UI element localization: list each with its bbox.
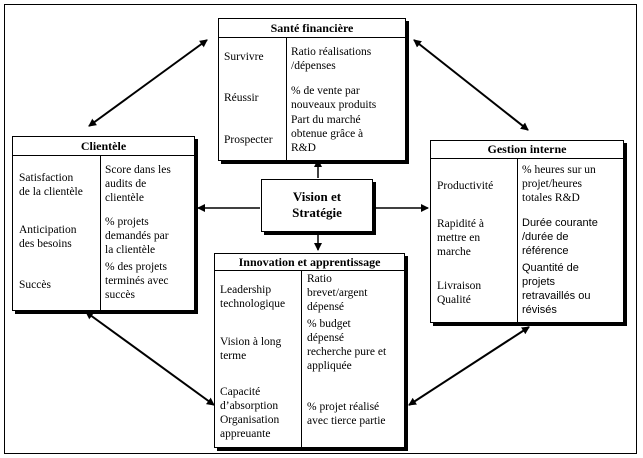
innovation-right-9: avec tierce partie <box>307 415 386 427</box>
innovation-box <box>214 253 405 448</box>
innovation-right-2: brevet/argent <box>307 287 368 299</box>
gestion-right-4: Durée courante <box>522 217 598 229</box>
innovation-right-1: Ratio <box>307 273 332 285</box>
innovation-right-7: appliquée <box>307 360 352 372</box>
innovation-left-4: terme <box>220 350 247 362</box>
gestion-right-9: retravaillés ou <box>522 290 591 302</box>
gestion-right-2: projet/heures <box>522 178 583 190</box>
gestion-right-5: /durée de <box>522 231 569 243</box>
gestion-interne-box <box>430 140 624 323</box>
clientele-right-1: Score dans les <box>105 164 171 176</box>
sante-right-3: % de vente par <box>291 85 360 97</box>
sante-right-7: R&D <box>291 142 316 154</box>
sante-left-2: Réussir <box>224 92 259 104</box>
arrow-sante-gestion <box>414 40 528 130</box>
sante-right-5: Part du marché <box>291 114 361 126</box>
gestion-left-5: Livraison <box>437 280 482 292</box>
clientele-right-8: terminés avec <box>105 275 169 287</box>
clientele-right-5: demandés par <box>105 230 169 242</box>
clientele-right-2: audits de <box>105 178 147 190</box>
gestion-right-10: révisés <box>522 304 557 316</box>
clientele-title: Clientèle <box>13 137 194 156</box>
clientele-right-6: la clientèle <box>105 244 156 256</box>
clientele-left-3: Anticipation <box>19 224 77 236</box>
sante-right-1: Ratio réalisations <box>291 46 372 58</box>
innovation-left-1: Leadership <box>220 284 272 296</box>
gestion-right-7: Quantité de <box>522 262 579 274</box>
sante-financiere-box <box>218 18 406 161</box>
clientele-left-1: Satisfaction <box>19 172 74 184</box>
innovation-left-2: technologique <box>220 298 286 310</box>
gestion-right-3: totales R&D <box>522 192 580 204</box>
gestion-left-6: Qualité <box>437 294 471 306</box>
innovation-right-4: % budget <box>307 318 351 330</box>
clientele-right-3: clientèle <box>105 192 144 204</box>
arrow-sante-clientele <box>89 40 207 126</box>
clientele-right-4: % projets <box>105 216 149 228</box>
innovation-right-3: dépensé <box>307 301 345 313</box>
clientele-left-4: des besoins <box>19 238 72 250</box>
strategie-line: Stratégie <box>292 205 342 220</box>
clientele-right-9: succès <box>105 289 136 301</box>
sante-left-3: Prospecter <box>224 134 273 146</box>
gestion-left-4: marche <box>437 246 471 258</box>
sante-right-4: nouveaux produits <box>291 99 377 111</box>
clientele-left-2: de la clientèle <box>19 186 83 198</box>
sante-right-2: /dépenses <box>291 60 336 72</box>
innovation-right-5: dépensé <box>307 332 345 344</box>
sante-left-1: Survivre <box>224 51 264 63</box>
innovation-left-5: Capacité <box>220 386 261 398</box>
innovation-left-8: appreuante <box>220 428 271 440</box>
vision-line: Vision et <box>292 189 342 204</box>
gestion-right-6: référence <box>522 245 569 257</box>
sante-right-6: obtenue grâce à <box>291 128 364 140</box>
clientele-box <box>12 136 195 311</box>
vision-strategie-box <box>261 179 373 232</box>
gestion-left-3: mettre en <box>437 232 481 244</box>
clientele-right-7: % des projets <box>105 261 167 273</box>
innovation-left-3: Vision à long <box>220 336 282 348</box>
gestion-interne-title: Gestion interne <box>431 141 623 159</box>
arrow-clientele-innovation <box>86 312 214 405</box>
innovation-right-6: recherche pure et <box>307 346 387 358</box>
innovation-left-7: Organisation <box>220 414 280 426</box>
gestion-left-1: Productivité <box>437 180 494 192</box>
innovation-title: Innovation et apprentissage <box>215 254 404 271</box>
innovation-left-6: d’absorption <box>220 400 279 412</box>
innovation-right-8: % projet réalisé <box>307 401 380 413</box>
gestion-right-1: % heures sur un <box>522 164 596 176</box>
clientele-left-5: Succès <box>19 279 51 291</box>
gestion-right-8: projets <box>522 276 556 288</box>
arrow-gestion-innovation <box>409 327 529 405</box>
sante-financiere-title: Santé financière <box>219 19 405 38</box>
gestion-left-2: Rapidité à <box>437 218 484 230</box>
